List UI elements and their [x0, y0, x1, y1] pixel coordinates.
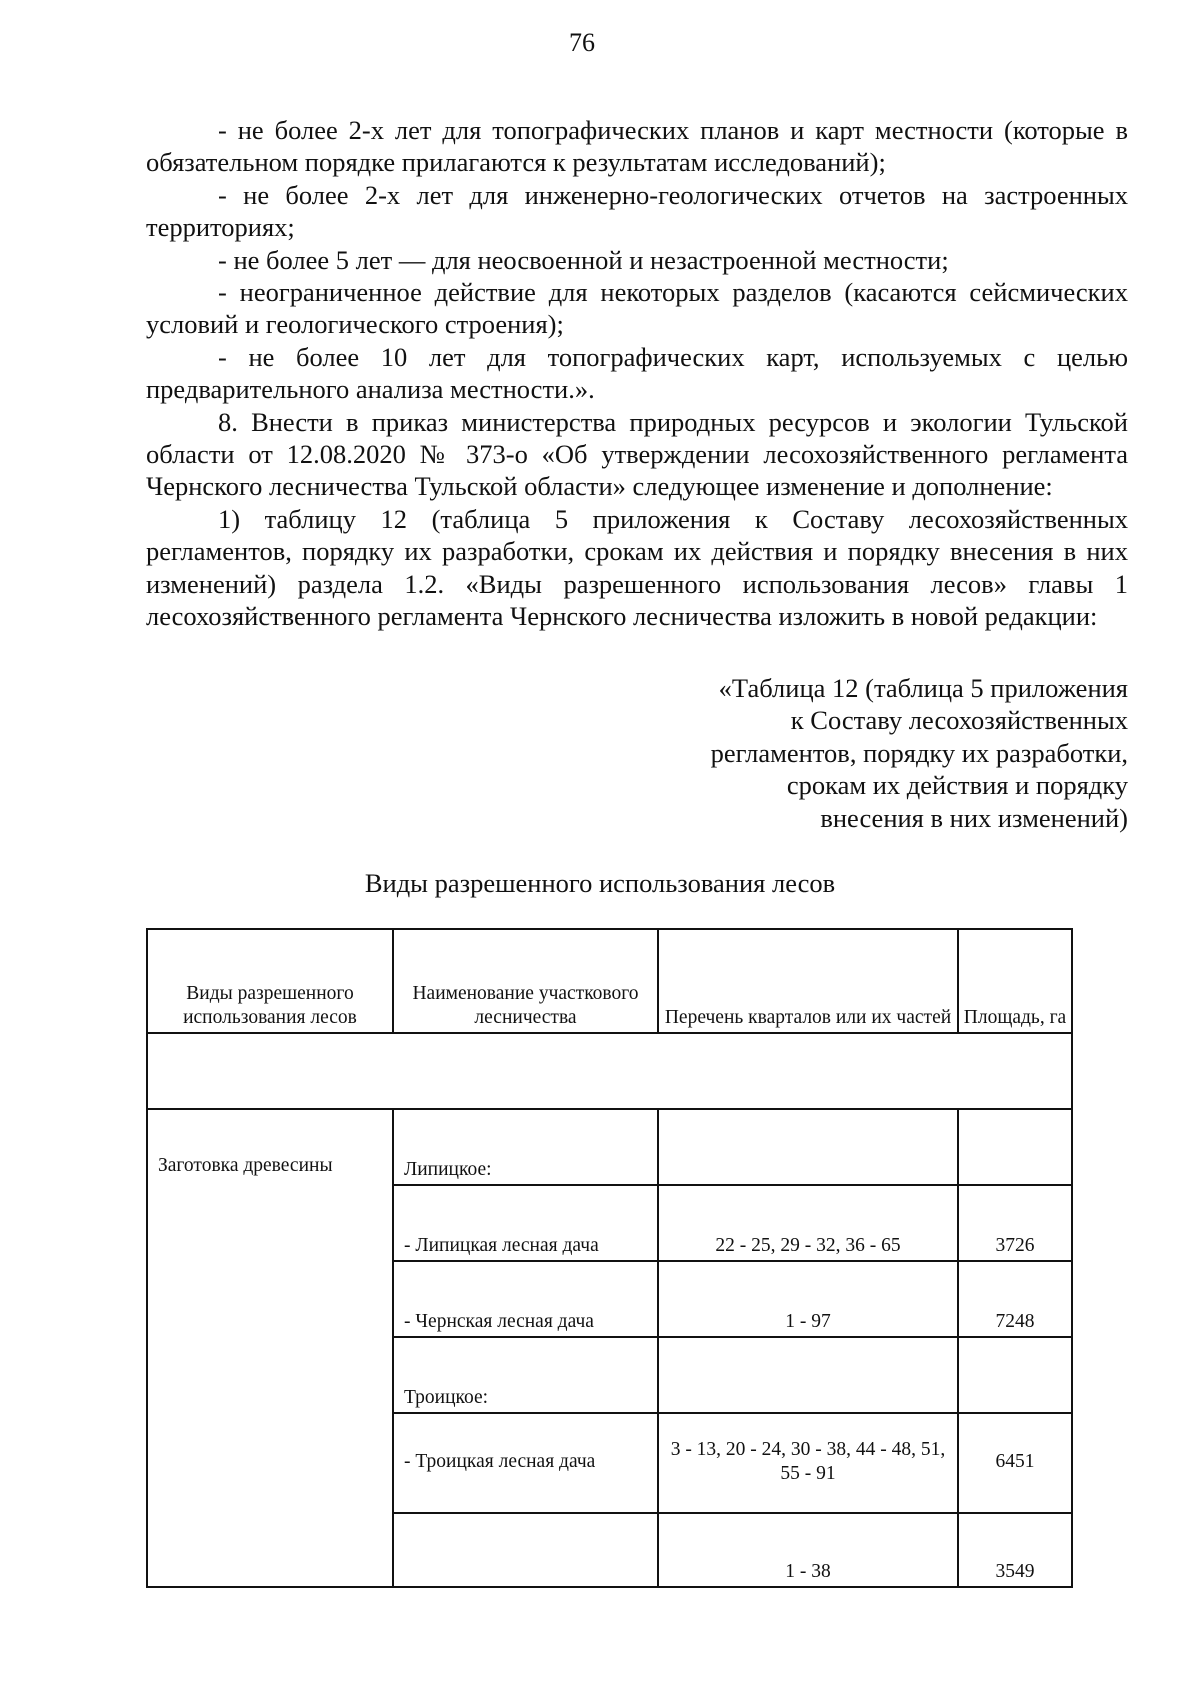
forestry-name-cell: - Троицкая лесная дача — [393, 1413, 658, 1513]
paragraph-topographic-plans: - не более 2-х лет для топографических планов и карт местности (которые в обязательном порядке прилагаются к результатам исследований); — [146, 115, 1128, 178]
header-use-types: Виды разрешенного использования лесов — [147, 929, 393, 1033]
table-row — [147, 1109, 1072, 1185]
paragraph-subitem-1: 1) таблицу 12 (таблица 5 приложения к Составу лесохозяйственных регламентов, порядку их разработки, срокам их действия и порядку внесения в них изменений) раздела 1.2. «Виды разрешенного использования лесов» главы 1 лесохозяйственного регламента Чернского лесничества изложить в новой редакции: — [146, 503, 1128, 632]
forestry-name-cell: - Липицкая лесная дача — [393, 1185, 658, 1261]
forestry-name-cell: - Чернская лесная дача — [393, 1261, 658, 1337]
area-cell: 7248 — [958, 1261, 1072, 1337]
quarters-cell: 22 - 25, 29 - 32, 36 - 65 — [658, 1185, 958, 1261]
caption-line: регламентов, порядку их разработки, — [710, 737, 1128, 768]
forestry-name-cell: Троицкое: — [393, 1337, 658, 1413]
quarters-cell: 3 - 13, 20 - 24, 30 - 38, 44 - 48, 51, 55 - 91 — [658, 1413, 958, 1513]
header-quarters-list: Перечень кварталов или их частей — [658, 929, 958, 1033]
paragraph-item-8: 8. Внести в приказ министерства природных ресурсов и экологии Тульской области от 12.08.2020 № 373-о «Об утверждении лесохозяйственного регламента Чернского лесничества Тульской области» следующее изменение и дополнение: — [146, 406, 1128, 502]
table-title: Виды разрешенного использования лесов — [364, 868, 836, 898]
forestry-name-cell: Липицкое: — [393, 1109, 658, 1185]
quarters-cell: 1 - 97 — [658, 1261, 958, 1337]
table-row-empty — [147, 1033, 1072, 1109]
body-text — [146, 114, 1128, 633]
area-cell: 3549 — [958, 1513, 1072, 1587]
area-cell: 3726 — [958, 1185, 1072, 1261]
quarters-cell — [658, 1109, 958, 1185]
quarters-cell — [658, 1337, 958, 1413]
table-caption — [711, 672, 1128, 834]
forest-use-table — [146, 928, 1073, 1588]
area-cell — [958, 1109, 1072, 1185]
caption-line: к Составу лесохозяйственных — [790, 705, 1128, 736]
area-cell — [958, 1337, 1072, 1413]
caption-line: срокам их действия и порядку — [786, 770, 1128, 801]
paragraph-geological-reports: - не более 2-х лет для инженерно-геологических отчетов на застроенных территориях; — [146, 179, 1128, 243]
table-header-row — [147, 929, 1072, 1033]
caption-line: «Таблица 12 (таблица 5 приложения — [718, 673, 1128, 703]
paragraph-topographic-maps: - не более 10 лет для топографических карт, используемых с целью предварительного анализа местности.». — [146, 341, 1128, 405]
quarters-cell: 1 - 38 — [658, 1513, 958, 1587]
empty-cell — [147, 1033, 1072, 1109]
page-number: 76 — [569, 28, 595, 57]
paragraph-undeveloped-area: - не более 5 лет — для неосвоенной и незастроенной местности; — [218, 244, 949, 275]
forestry-name-cell — [393, 1513, 658, 1587]
header-forestry-name: Наименование участкового лесничества — [393, 929, 658, 1033]
use-type-cell: Заготовка древесины — [147, 1109, 393, 1587]
paragraph-unlimited-validity: - неограниченное действие для некоторых разделов (касаются сейсмических условий и геологического строения); — [146, 277, 1128, 340]
area-cell: 6451 — [958, 1413, 1072, 1513]
header-area: Площадь, га — [958, 929, 1072, 1033]
caption-line: внесения в них изменений) — [820, 802, 1128, 833]
